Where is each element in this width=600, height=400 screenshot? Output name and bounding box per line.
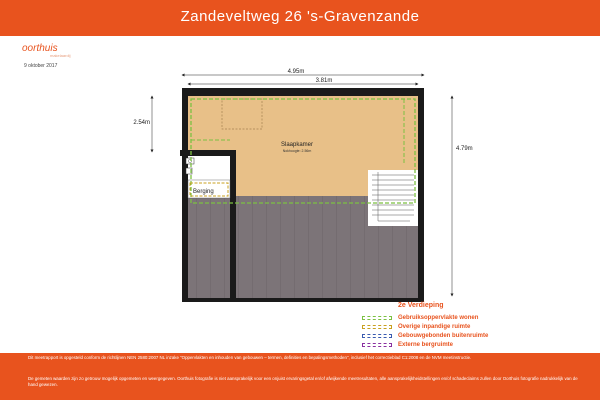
dim-right: 4.79m (456, 146, 473, 152)
legend-item (362, 323, 470, 331)
room-label-berging: Berging (193, 189, 214, 195)
footer-disclaimer-1: Dit meetrapport is opgesteld conform de richtlijnen NEN 2580:2007 NL inzake "Oppervlakten en inhouden van gebouwen – termen, definities en bepalingsmethoden", inclusief het correctieblad C1:2008 en de NVM meetinstructie. (28, 355, 472, 360)
dim-left: 2.54m (133, 120, 150, 126)
room-label-slaapkamer: Slaapkamer (280, 142, 314, 148)
footer-disclaimer-2: De gemeten waarden zijn zo getrouw mogelijk opgemeten en weergegeven. Oorthuis fotografie is niet aansprakelijk voor een onjuist ervaringsgetal en/of afwijkende meetresultaten, alle aansprakelijkheidstellingen en/of schadeclaims zullen door Oorthuis fotografie nadrukkelijk van de hand gewezen. (28, 376, 578, 387)
logo-tagline: makelaardij (50, 53, 71, 58)
legend-title: 2e Verdieping (398, 302, 444, 309)
legend-swatch (362, 334, 392, 338)
legend-label: Gebouwgebonden buitenruimte (398, 333, 489, 339)
legend-label: Gebruiksoppervlakte wonen (398, 315, 479, 321)
logo: oorthuis (22, 43, 58, 54)
footer-bar (0, 353, 600, 400)
legend-swatch (362, 316, 392, 320)
legend-swatch (362, 325, 392, 329)
room-note-slaapkamer: Nokhoogte: 2.56m (282, 149, 312, 153)
stair-area (368, 170, 418, 226)
dim-top-inner: 3.81m (315, 78, 333, 84)
legend-item (362, 332, 488, 340)
berging-wall (230, 150, 236, 298)
legend-item (362, 341, 453, 349)
plan-date: 9 oktober 2017 (24, 63, 58, 69)
dim-top-outer: 4.95m (287, 69, 305, 75)
legend-label: Overige inpandige ruimte (398, 324, 471, 330)
legend-label: Externe bergruimte (398, 342, 454, 348)
legend-item (362, 314, 478, 322)
berging-wall (180, 150, 236, 156)
page-title: Zandeveltweg 26 's-Gravenzande (180, 8, 420, 25)
legend-swatch (362, 343, 392, 347)
